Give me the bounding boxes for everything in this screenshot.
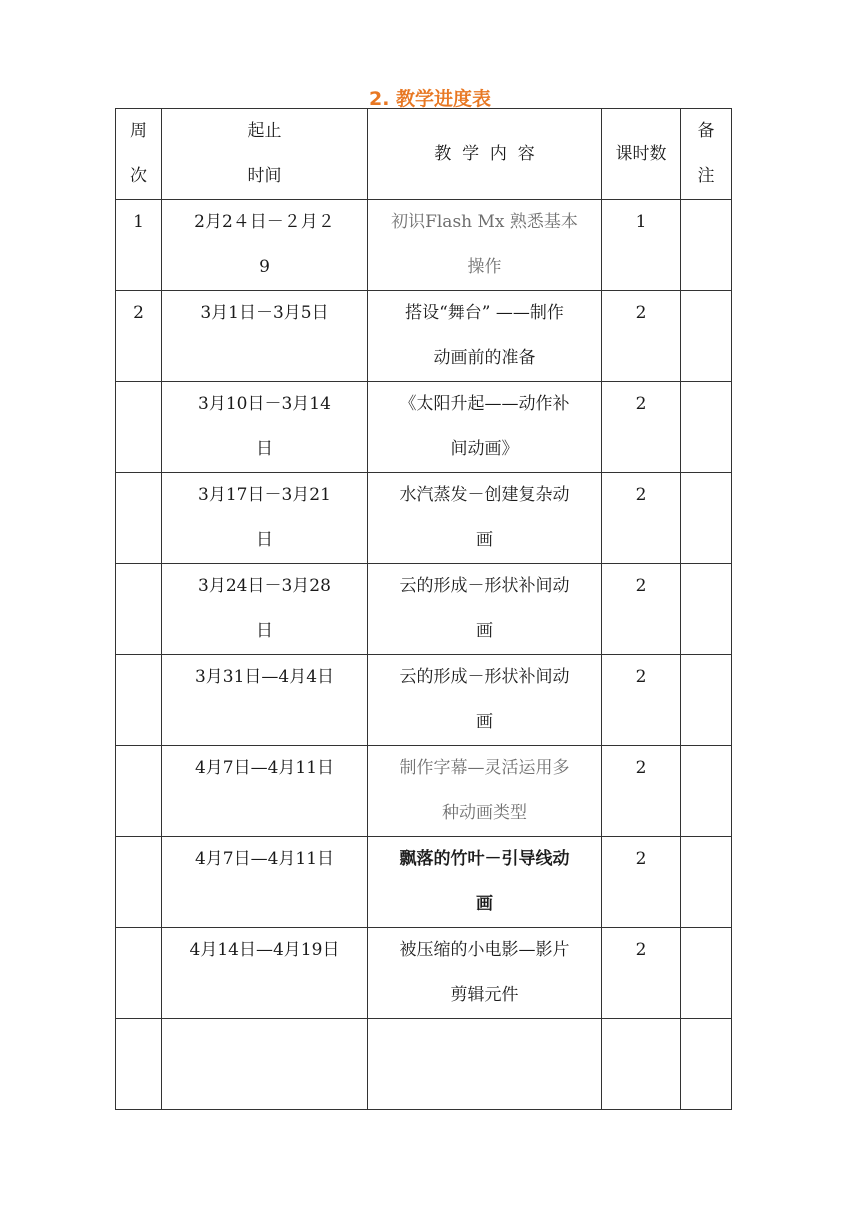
dates-line2: 日: [256, 439, 273, 459]
cell-content: [368, 746, 602, 837]
dates-line1: 3月10日－3月14: [198, 394, 331, 414]
table-row: [116, 200, 732, 291]
schedule-table: [115, 108, 732, 1110]
cell-week: [116, 291, 162, 382]
cell-notes: [681, 837, 732, 928]
cell-notes: [681, 655, 732, 746]
content-line1: 制作字幕—灵活运用多: [399, 758, 570, 778]
hours-text: 2: [635, 758, 647, 778]
cell-content: [368, 291, 602, 382]
table-row: [116, 564, 732, 655]
cell-dates: [162, 200, 368, 291]
table-row: [116, 655, 732, 746]
header-week-line2: 次: [130, 166, 147, 186]
cell-week: [116, 837, 162, 928]
hours-text: 2: [635, 667, 647, 687]
header-content: 教 学 内 容: [368, 109, 602, 200]
cell-dates: [162, 655, 368, 746]
content-line2: 间动画》: [450, 439, 519, 459]
header-hours: 课时数: [602, 109, 681, 200]
dates-line1: 4月7日—4月11日: [194, 758, 335, 778]
cell-hours: [602, 655, 681, 746]
header-notes-line1: 备: [697, 121, 715, 141]
content-line1: 搭设“舞台” ——制作: [405, 303, 564, 323]
cell-week: [116, 200, 162, 291]
cell-dates: [162, 837, 368, 928]
cell-dates: [162, 291, 368, 382]
cell-content: [368, 382, 602, 473]
table-row: [116, 473, 732, 564]
content-line2: 画: [476, 621, 493, 641]
cell-hours: [602, 291, 681, 382]
table-row: [116, 382, 732, 473]
content-line1: 《太阳升起——动作补: [399, 394, 570, 414]
dates-line2: 日: [256, 530, 273, 550]
cell-hours: [602, 746, 681, 837]
hours-text: 2: [635, 303, 647, 323]
cell-content: [368, 200, 602, 291]
cell-hours: [602, 837, 681, 928]
cell-notes: [681, 473, 732, 564]
table-row: [116, 746, 732, 837]
hours-text: 1: [635, 212, 647, 232]
hours-text: 2: [635, 576, 647, 596]
cell-content: [368, 473, 602, 564]
table-header-row: [116, 109, 732, 200]
cell-notes: [681, 746, 732, 837]
cell-content: [368, 655, 602, 746]
cell-week: [116, 564, 162, 655]
cell-dates: [162, 1019, 368, 1110]
cell-week: [116, 928, 162, 1019]
cell-content: [368, 928, 602, 1019]
content-line2: 画: [476, 712, 493, 732]
cell-notes: [681, 564, 732, 655]
page-title: 2. 教学进度表: [368, 88, 492, 110]
content-line1: 云的形成－形状补间动: [399, 576, 570, 596]
cell-hours: [602, 928, 681, 1019]
header-notes: [681, 109, 732, 200]
dates-line1: 3月24日－3月28: [198, 576, 331, 596]
hours-text: 2: [635, 485, 647, 505]
cell-week: [116, 746, 162, 837]
hours-text: 2: [635, 849, 647, 869]
cell-week: [116, 382, 162, 473]
cell-content: [368, 1019, 602, 1110]
table-row: [116, 837, 732, 928]
header-notes-line2: 注: [697, 166, 715, 186]
dates-line1: 2月2４日－２月２: [194, 212, 335, 232]
cell-content: [368, 564, 602, 655]
content-line2: 画: [476, 530, 493, 550]
content-line2: 画: [476, 894, 493, 914]
content-line2: 剪辑元件: [450, 985, 519, 1005]
content-line2: 种动画类型: [442, 803, 527, 823]
week-text: 1: [133, 212, 144, 232]
content-line1: 飘落的竹叶－引导线动: [399, 849, 570, 869]
dates-line1: 3月1日－3月5日: [200, 303, 329, 323]
cell-dates: [162, 564, 368, 655]
dates-line2: 日: [256, 621, 273, 641]
cell-dates: [162, 473, 368, 564]
cell-week: [116, 655, 162, 746]
header-week-line1: 周: [130, 121, 147, 141]
cell-hours: [602, 1019, 681, 1110]
content-line1: 被压缩的小电影—影片: [399, 940, 570, 960]
dates-line1: 3月31日—4月4日: [194, 667, 335, 687]
table-row: [116, 1019, 732, 1110]
header-week: [116, 109, 162, 200]
content-line2: 操作: [467, 257, 502, 277]
cell-notes: [681, 291, 732, 382]
hours-text: 2: [635, 940, 647, 960]
cell-hours: [602, 473, 681, 564]
dates-line1: 3月17日－3月21: [198, 485, 331, 505]
table-row: [116, 928, 732, 1019]
cell-week: [116, 473, 162, 564]
cell-dates: [162, 382, 368, 473]
cell-notes: [681, 1019, 732, 1110]
hours-text: 2: [635, 394, 647, 414]
table-row: [116, 291, 732, 382]
cell-hours: [602, 382, 681, 473]
cell-notes: [681, 382, 732, 473]
content-line2: 动画前的准备: [433, 348, 536, 368]
header-dates-line2: 时间: [247, 166, 282, 186]
cell-content: [368, 837, 602, 928]
cell-dates: [162, 746, 368, 837]
dates-line1: 4月7日—4月11日: [194, 849, 335, 869]
content-line1: 初识Flash Mx 熟悉基本: [391, 212, 578, 232]
cell-notes: [681, 928, 732, 1019]
cell-dates: [162, 928, 368, 1019]
dates-line1: 4月14日—4月19日: [189, 940, 340, 960]
content-line1: 水汽蒸发－创建复杂动: [399, 485, 570, 505]
cell-hours: [602, 200, 681, 291]
header-dates: [162, 109, 368, 200]
content-line1: 云的形成－形状补间动: [399, 667, 570, 687]
dates-line2: 9: [259, 257, 270, 277]
cell-notes: [681, 200, 732, 291]
cell-week: [116, 1019, 162, 1110]
week-text: 2: [133, 303, 144, 323]
cell-hours: [602, 564, 681, 655]
header-dates-line1: 起止: [247, 121, 282, 141]
